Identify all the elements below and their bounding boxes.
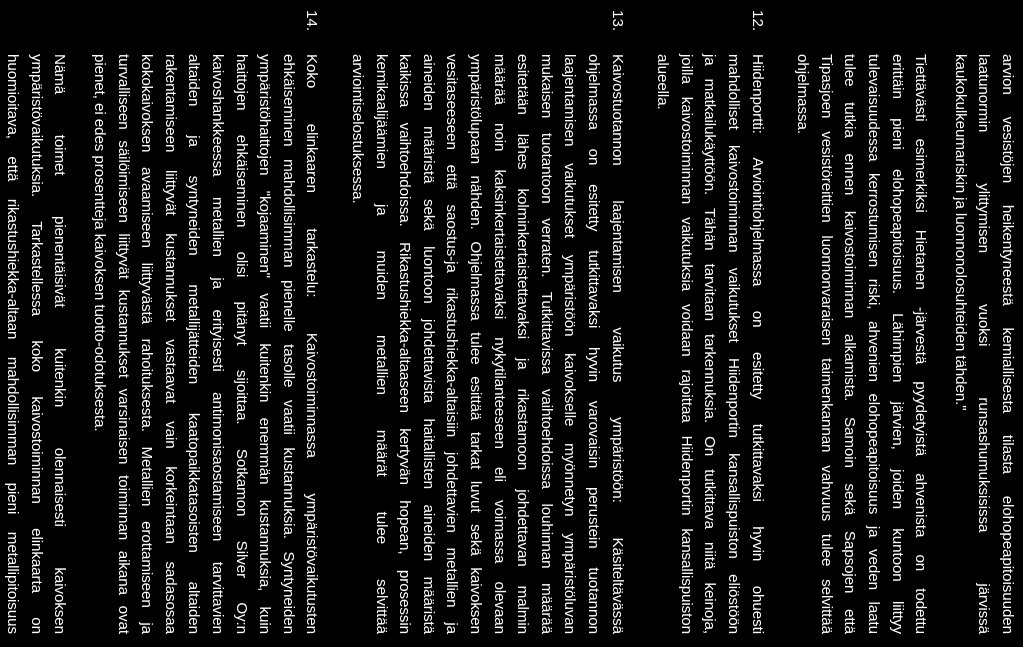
paragraph-line: Nämä toimet pienentäisivät kuitenkin olennaisesti kaivoksen (51, 54, 69, 634)
section-number: 14. (303, 10, 321, 32)
paragraph-line: ohjelmassa. (794, 54, 812, 134)
paragraph-line: esitetään lähes kolminkertaistettavaksi ja rikastamoon johdettavan malmin (514, 54, 532, 634)
paragraph-line: joilla kaivostoiminnan vaikutuksia voidaan rajoittaa Hiidenportin kansallispuiston (677, 54, 695, 634)
paragraph-line: ohjelmassa on esitetty tutkittavaksi hyvin varovaisin perustein tuotannon (585, 54, 602, 634)
paragraph-line: ehkäiseminen mahdollisimman pienelle tasolle vaatii kustannuksia. Syntyneiden (279, 54, 297, 634)
paragraph-line (0, 54, 1, 634)
paragraph-line: kaivoshankkeessa metallien ja erityisesti antimonisaostamiseen tarvittavien (209, 54, 226, 634)
paragraph-line: määrää noin kaksinkertaistettavaksi nykytilanteeseen eli voimassa olevaan (490, 54, 508, 634)
paragraph-line: tulevaisuudessa kerrostumisen riski, ahvenien elohopeapitoisuus ja veden laatu (865, 54, 882, 634)
paragraph-line: ja matkailukäyttöön. Tähän tarvitaan tarkennuksia. On tutkittava niitä keinoja, (701, 54, 719, 634)
paragraph-line: mahdolliset kaivostoiminnan vaikutukset Hiidenportin kansallispuiston eliöstöön (725, 54, 742, 634)
paragraph-line: rakentamiseen liittyvät kustannukset vastaavat vain korkeintaan sadasosaa (161, 54, 179, 634)
paragraph-line: ympäristöhaittojen "kojaaminen" vaatii kuitenkin enemmän kustannuksia, kuin (256, 54, 274, 634)
paragraph-line: erittäin pieni elohopeapitoisuus. Lähimpien järvien, joiden kuntoon liittyy (888, 54, 906, 634)
paragraph-line: Koko elinkaaren tarkastelu: Kaivostoiminnassa ympäristövaikutusten (303, 54, 321, 634)
paragraph-line: Hiidenportti: Arviointiohjelmassa on esitetty tutkittavaksi hyvin ohuesti (748, 54, 766, 634)
paragraph-line: ympäristövaikutuksia. Tarkastellessa koko kaivostoiminnan elinkaarta on (27, 54, 45, 634)
paragraph-line: turvalliseen säilöimiseen liittyvät kustannukset varsinaisen toiminnan aikana ovat (114, 54, 132, 634)
paragraph-line: ympäristölupaan nähden. Ohjelmassa tulee esittää tarkat luvut sekä kaivoksen (467, 54, 484, 634)
paragraph-line: laatunormin ylittymisen vuoksi runsashumuksisissa järvissä (975, 54, 993, 634)
paragraph-line: arvion vesistöjen heikentyneestä kemiallisesta tilasta elohopeapitoisuuden (999, 54, 1016, 634)
paragraph-line: Tiettävästi esimerkiksi Hietanen -järvestä pyydetyistä ahvenista on todettu (912, 54, 930, 634)
paragraph-line: arviointiselostuksessa. (349, 54, 366, 204)
section-number: 12. (748, 10, 766, 32)
paragraph-line: huomioitava, että rikastushiekka-altaan mahdollisimman pieni metallipitoisuus (4, 54, 22, 634)
paragraph-line: Kaivostuotannon laajentamisen vaikutus ympäristöön: Käsiteltävässä (608, 54, 626, 634)
paragraph-line: vesitaseeseen että saostus-ja rikastushiekka-altaisiin johdettavien metallien ja (443, 54, 461, 634)
paragraph-line: tulee tutkia ennen kaivostoiminnan alkamista. Samoin sekä Sapsojen että (841, 54, 859, 634)
paragraph-line: aineiden määristä sekä luontoon johdettavista haitallisten aineiden määristä (419, 54, 437, 634)
paragraph-line: mukaisen tuotantoon verraten. Tutkittavissa vaihtoehdoissa louhinnan määrää (537, 54, 555, 634)
paragraph-line: altaiden ja syntyneiden metallijätteiden kaatopaikkatasoisten altaiden (185, 54, 203, 634)
paragraph-line: alueella. (654, 54, 672, 110)
paragraph-line: haittojen ehkäiseminen olisi pitänyt sijoittaa. Sotkamon Silver Oy:n (232, 54, 250, 634)
paragraph-line: kokokaivoksen avaamiseen liittyvästä rahoituksesta. Metallien erottamiseen ja (138, 54, 156, 634)
paragraph-line: laajentamisen vaikutukset ympäristöön kaivokselle myönnetyn ympäristöluvan (561, 54, 579, 634)
paragraph-line: kaukokulkeumariskin ja luonnonolosuhteiden tähden." (951, 54, 969, 411)
section-number: 13. (608, 10, 626, 32)
paragraph-line: kemikaalijäämien ja muiden metallien määrät tulee selvittää (372, 54, 390, 634)
paragraph-line: pienet, ei edes prosentteja kaivoksen tuotto-odotuksesta. (91, 54, 108, 432)
paragraph-line: kaikissa vaihtoehdoissa. Rikastushiekka-altaaseen kertyvän hopean, prosessin (396, 54, 414, 634)
paragraph-line: Tipasjoen vesistöreittien luonnonvaraisen taimenkannan vahvuus tulee selvittää (817, 54, 835, 634)
